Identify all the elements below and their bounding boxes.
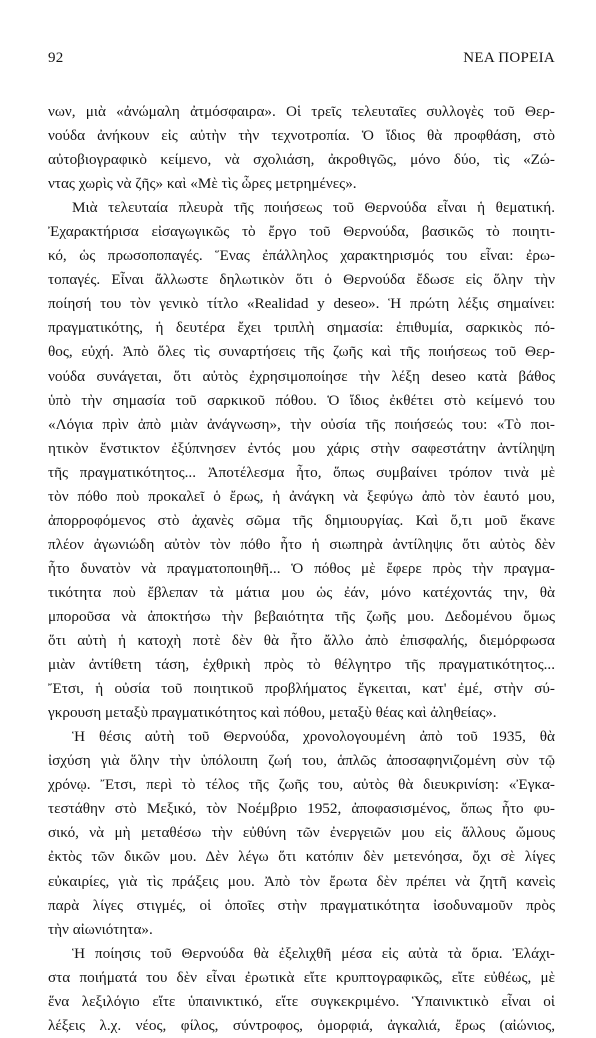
text-line: τικότητα ποὺ ἔβλεπαν τὰ μάτια μου ὡς ἐάν, μόνο κατέχοντάς την, θὰ (48, 583, 555, 601)
text-line: ντας χωρὶς νὰ ζῆς» καὶ «Μὲ τὶς ὧρες μετρημένες». (48, 175, 357, 193)
page-header (48, 50, 555, 67)
text-line: ἕνα λεξιλόγιο εἴτε ὑπαινικτικό, εἴτε συγκεκριμένο. Ὑπαινικτικὸ εἶναι οἱ (48, 992, 555, 1010)
text-line: τῆς πραγματικότητος... Ἀποτέλεσμα ἦτο, ὅπως συμβαίνει τρόπον τινὰ μὲ (48, 463, 555, 481)
text-line: πλέον ἀγωνιώδη αὐτὸν τὸν πόθο ἦτο ἡ σιωπηρὰ ἀντίληψις ὅτι αὐτὸς δὲν (48, 535, 555, 553)
text-line: Ἡ ποίησις τοῦ Θερνούδα θὰ ἐξελιχθῆ μέσα εἰς αὐτὰ τὰ ὅρια. Ἐλάχι- (72, 944, 555, 962)
page-number: 92 (48, 50, 64, 66)
text-line: παρὰ λίγες στιγμές, οἱ ὁποῖες στὴν πραγματικότητα ἰσοδυναμοῦν πρὸς (48, 896, 555, 914)
text-line: Ἡ θέσις αὐτὴ τοῦ Θερνούδα, χρονολογουμένη ἀπὸ τοῦ 1935, θὰ (72, 728, 555, 746)
text-line: ἦτο δυνατὸν νὰ πραγματοποιηθῆ... Ὁ πόθος μὲ ἔφερε πρὸς τὴν πραγμα- (48, 559, 555, 577)
text-line: Ἔτσι, ἡ οὐσία τοῦ ποιητικοῦ προβλήματος ἔγκειται, κατ' ἐμέ, στὴν σύ- (48, 680, 555, 698)
text-line: ητικὸν ἔνστικτον ἐξύπνησεν ἐντός μου χάρις στὴν σαφεστάτην ἀντίληψη (48, 439, 555, 457)
text-line: νων, μιὰ «ἀνώμαλη ἀτμόσφαιρα». Οἱ τρεῖς τελευταῖες συλλογὲς τοῦ Θερ- (48, 103, 555, 120)
paragraph (48, 725, 555, 941)
text-line: ἐκτὸς τῶν δικῶν μου. Δὲν λέγω ὅτι κατόπιν δὲν μετενόησα, ὄχι σὲ λίγες (48, 848, 555, 866)
running-title: ΝΕΑ ΠΟΡΕΙΑ (463, 50, 555, 66)
text-line: μιὰν ἀντίθετη τάση, ἐχθρικὴ πρὸς τὸ θέλγητρο τῆς πραγματικότητος... (48, 656, 555, 674)
text-line: στα ποιήματά του δὲν εἶναι ἐρωτικὰ εἴτε κρυπτογραφικῶς, εἴτε εὐθέως, μὲ (48, 968, 555, 986)
text-line: μποροῦσα νὰ ἀποκτήσω τὴν βεβαιότητα τῆς ζωῆς μου. Δεδομένου ὅμως (48, 607, 555, 625)
text-line: αὐτοβιογραφικὸ κείμενο, νὰ σχολιάση, ἀκροθιγῶς, μόνο δύο, τὶς «Ζώ- (48, 151, 555, 169)
paragraph (48, 196, 555, 725)
text-line: «Λόγια πρὶν ἀπὸ μιὰν ἀνάγνωση», τὴν οὐσία τῆς ποιήσεώς του: «Τὸ ποι- (48, 415, 555, 433)
text-line: ἀπορροφόμενος στὸ ἀχανὲς σῶμα τῆς δημιουργίας. Καὶ ὅ,τι μοῦ ἔκανε (48, 511, 555, 529)
text-line: χρόνῳ. Ἔτσι, περὶ τὸ τέλος τῆς ζωῆς του, αὐτὸς θὰ διευκρινίση: «Ἐγκα- (48, 776, 555, 794)
text-line: ποίησή του τὸν γενικὸ τίτλο «Realidad y deseo». Ἡ πρώτη λέξις σημαίνει: (48, 295, 555, 313)
text-line: νούδα συνάγεται, ὅτι αὐτὸς ἐχρησιμοποίησε τὴν λέξη deseo κατὰ βάθος (48, 367, 555, 385)
text-line: πραγματικότης, ἡ δευτέρα ἔχει τριπλὴ σημασία: ἐπιθυμία, σαρκικὸς πό- (48, 319, 555, 337)
text-line: εὐκαιρίες, γιὰ τὶς πράξεις μου. Ἀπὸ τὸν ἔρωτα δὲν πρέπει νὰ ζητῆ κανεὶς (48, 872, 555, 890)
text-line: ὑπὸ τὴν σημασία τοῦ σαρκικοῦ πόθου. Ὁ ἴδιος ἐκθέτει στὸ κείμενό του (48, 391, 555, 409)
text-line: τὸν πόθο ποὺ προκαλεῖ ὁ ἔρως, ἡ ἀνάγκη νὰ ξεφύγω ἀπὸ τὸν ἑαυτό μου, (48, 487, 555, 505)
text-line: γκρουση μεταξὺ πραγματικότητος καὶ πόθου, μεταξὺ θέας καὶ ἀληθείας». (48, 704, 497, 722)
text-line: Μιὰ τελευταία πλευρὰ τῆς ποιήσεως τοῦ Θερνούδα εἶναι ἡ θεματική. (72, 199, 555, 217)
text-line: κό, ὡς πρωσοποπαγές. Ἕνας ἐπάλληλος χαρακτηρισμός του εἶναι: ἐρω- (48, 247, 555, 265)
text-line: θος, εὐχή. Ἀπὸ ὅλες τὶς συναρτήσεις τῆς ζωῆς καὶ τῆς ποιήσεως τοῦ Θερ- (48, 343, 555, 361)
text-line: νούδα ἀνήκουν εἰς αὐτὴν τὴν τεχνοτροπία. Ὁ ἴδιος θὰ προφθάση, στὸ (48, 127, 555, 145)
paragraph (48, 942, 555, 1038)
text-line: ὅτι αὐτὴ ἡ κατοχὴ ποτὲ δὲν θὰ ἦτο ἄλλο ἀπὸ ἐπισφαλής, διεμόρφωσα (48, 632, 555, 650)
body-text (48, 100, 555, 1038)
text-line: τοπαγές. Εἶναι ἄλλωστε δηλωτικὸν ὅτι ὁ Θερνούδα ἔδωσε εἰς ὅλην τὴν (48, 271, 555, 289)
text-line: σικό, νὰ μὴ μεταθέσω τὴν εὐθύνη τῶν ἐνεργειῶν μου εἰς ἄλλους ὤμους (48, 824, 555, 842)
text-line: λέξεις λ.χ. νέος, φίλος, σύντροφος, ὀμορφιά, ἀγκαλιά, ἔρως (αἰώνιος, (48, 1016, 555, 1034)
text-line: ἰσχύση γιὰ ὅλην τὴν ὑπόλοιπη ζωή του, ἁπλῶς ἀποσαφηνιζομένη σὺν τῷ (48, 752, 555, 770)
text-line: Ἐχαρακτήρισα εἰσαγωγικῶς τὸ ἔργο τοῦ Θερνούδα, βασικῶς τὸ ποιητι- (48, 223, 555, 241)
paragraph (48, 100, 555, 196)
text-line: τεστάθην στὸ Μεξικό, τὸν Νοέμβριο 1952, ἀποφασισμένος, ὅπως ἦτο φυ- (48, 800, 555, 818)
text-line: τὴν αἰωνιότητα». (48, 920, 153, 938)
